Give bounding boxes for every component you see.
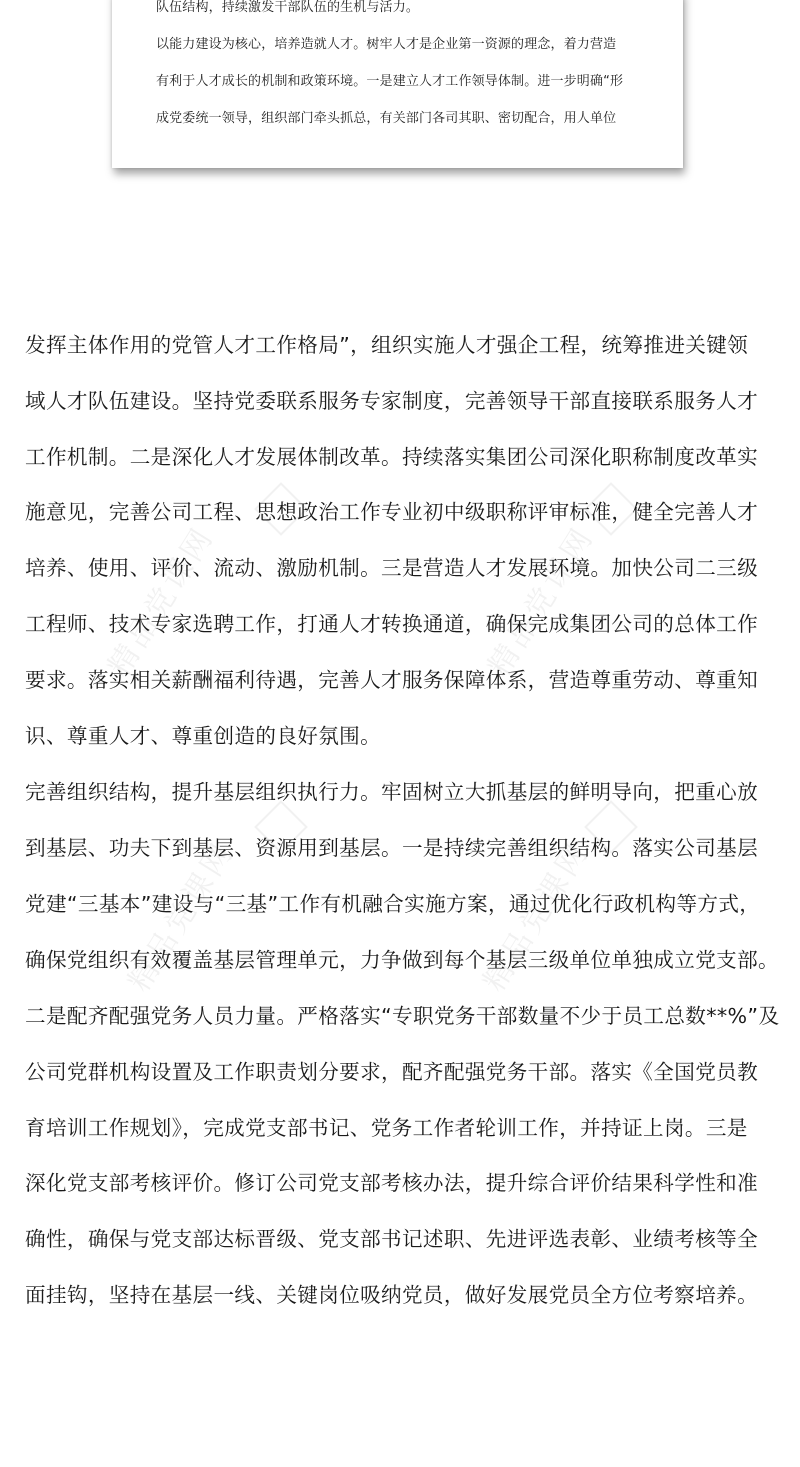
card-text-line: 队伍结构，持续激发干部队伍的生机与活力。 [156, 0, 420, 15]
body-text-line: 培养、使用、评价、流动、激励机制。三是营造人才发展环境。加快公司二三级 [25, 556, 759, 580]
body-text-line: 二是配齐配强党务人员力量。严格落实“专职党务干部数量不少于员工总数**%”及 [25, 1004, 780, 1028]
watermark-text: 精品党课网 [101, 520, 222, 683]
body-text-line: 工程师、技术专家选聘工作，打通人才转换通道，确保完成集团公司的总体工作 [25, 612, 759, 636]
watermark-text: 精品党课网 [121, 835, 242, 998]
body-text-line: 完善组织结构，提升基层组织执行力。牢固树立大抓基层的鲜明导向，把重心放 [25, 780, 759, 804]
card-text-line: 有利于人才成长的机制和政策环境。一是建立人才工作领导体制。进一步明确“形 [156, 74, 624, 89]
document-page-card [112, 0, 683, 168]
body-text-line: 识、尊重人才、尊重创造的良好氛围。 [25, 724, 382, 748]
body-text-line: 到基层、功夫下到基层、资源用到基层。一是持续完善组织结构。落实公司基层 [25, 836, 759, 860]
body-text-line: 面挂钩，坚持在基层一线、关键岗位吸纳党员，做好发展党员全方位考察培养。 [25, 1283, 759, 1307]
body-text-line: 施意见，完善公司工程、思想政治工作专业初中级职称评审标准，健全完善人才 [25, 500, 759, 524]
body-text-line: 确保党组织有效覆盖基层管理单元，力争做到每个基层三级单位单独成立党支部。 [25, 948, 779, 972]
card-text-line: 成党委统一领导，组织部门牵头抓总，有关部门各司其职、密切配合，用人单位 [156, 111, 617, 126]
body-text-line: 确性，确保与党支部达标晋级、党支部书记述职、先进评选表彰、业绩考核等全 [25, 1227, 759, 1251]
body-text-line: 工作机制。二是深化人才发展体制改革。持续落实集团公司深化职称制度改革实 [25, 445, 759, 469]
body-text-line: 公司党群机构设置及工作职责划分要求，配齐配强党务干部。落实《全国党员教 [25, 1060, 759, 1084]
watermark-text: 精品党课网 [476, 835, 597, 998]
card-text-line: 以能力建设为核心，培养造就人才。树牢人才是企业第一资源的理念，着力营造 [156, 37, 617, 52]
body-text-line: 要求。落实相关薪酬福利待遇，完善人才服务保障体系，营造尊重劳动、尊重知 [25, 668, 759, 692]
body-text-line: 发挥主体作用的党管人才工作格局”，组织实施人才强企工程，统筹推进关键领 [25, 333, 749, 357]
body-text-line: 深化党支部考核评价。修订公司党支部考核办法，提升综合评价结果科学性和准 [25, 1171, 759, 1195]
body-text-line: 育培训工作规划》，完成党支部书记、党务工作者轮训工作，并持证上岗。三是 [25, 1116, 748, 1140]
body-text-line: 党建“三基本”建设与“三基”工作有机融合实施方案，通过优化行政机构等方式， [25, 892, 761, 916]
watermark-text: 精品党课网 [481, 520, 602, 683]
body-text-line: 域人才队伍建设。坚持党委联系服务专家制度，完善领导干部直接联系服务人才 [25, 389, 759, 413]
